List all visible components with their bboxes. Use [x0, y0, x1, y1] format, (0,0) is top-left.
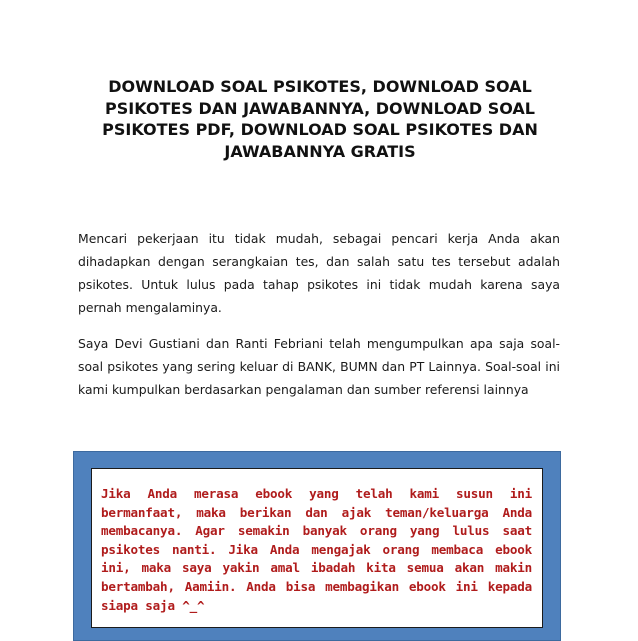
- document-title: DOWNLOAD SOAL PSIKOTES, DOWNLOAD SOAL PSIKOTES DAN JAWABANNYA, DOWNLOAD SOAL PSIKOTES PDF, DOWNLOAD SOAL PSIKOTES DAN JAWABANNYA GRATIS: [102, 77, 538, 161]
- notice-box: [91, 468, 543, 628]
- author-paragraph: Saya Devi Gustiani dan Ranti Febriani telah mengumpulkan apa saja soal-soal psikotes yang sering keluar di BANK, BUMN dan PT Lainnya. Soal-soal ini kami kumpulkan berdasarkan pengalaman dan sumber referensi lainnya: [78, 336, 560, 397]
- notice-box-frame: [73, 451, 561, 641]
- intro-paragraph: Mencari pekerjaan itu tidak mudah, sebagai pencari kerja Anda akan dihadapkan dengan serangkaian tes, dan salah satu tes tersebut adalah psikotes. Untuk lulus pada tahap psikotes ini tidak mudah karena saya pernah mengalaminya.: [78, 231, 560, 315]
- notice-text: Jika Anda merasa ebook yang telah kami susun ini bermanfaat, maka berikan dan ajak teman/keluarga Anda membacanya. Agar semakin banyak orang yang lulus saat psikotes nanti. Jika Anda mengajak orang membaca ebook ini, maka saya yakin amal ibadah kita semua akan makin bertambah, Aamiin. Anda bisa membagikan ebook ini kepada siapa saja ^_^: [101, 486, 532, 613]
